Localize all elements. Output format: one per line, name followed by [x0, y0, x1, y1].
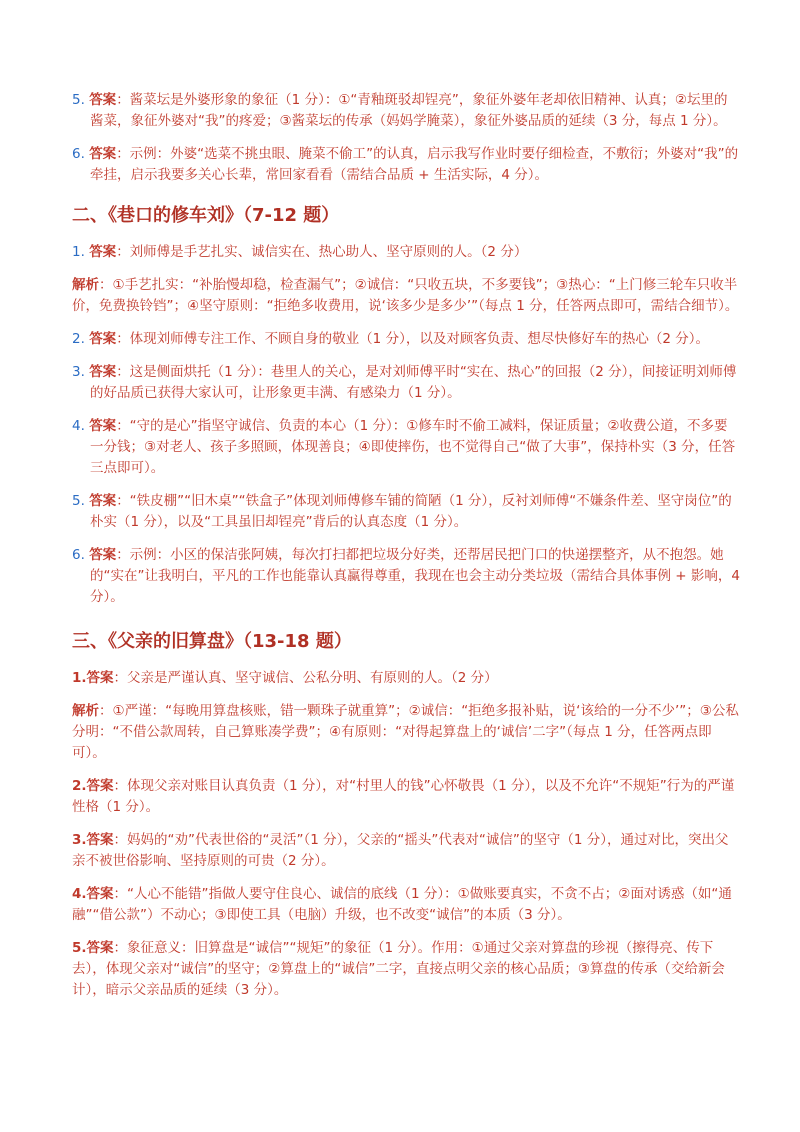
item-number: 1.	[72, 244, 85, 260]
answer-label: 答案	[89, 244, 117, 260]
analysis-item	[72, 701, 740, 764]
answer-text: ：象征意义：旧算盘是“诚信”“规矩”的象征（1 分）。作用：①通过父亲对算盘的珍视（擦得亮、传下去），体现父亲对“诚信”的坚守；②算盘上的“诚信”二字，直接点明父亲的核心品质；③算盘的传承（交给新会计），暗示父亲品质的延续（3 分）。	[72, 940, 725, 998]
answer-text: ：父亲是严谨认真、坚守诚信、公私分明、有原则的人。（2 分）	[113, 670, 498, 686]
item-number: 6.	[72, 146, 85, 162]
answer-text: ：体现父亲对账目认真负责（1 分），对“村里人的钱”心怀敬畏（1 分），以及不允许“不规矩”行为的严谨性格（1 分）。	[72, 778, 735, 815]
section1-tail	[72, 90, 740, 186]
answer-label: 答案	[86, 670, 114, 686]
answer-item	[72, 90, 740, 132]
analysis-label: 解析	[72, 703, 99, 719]
answer-item	[72, 938, 740, 1001]
answer-text: ：体现刘师傅专注工作、不顾自身的敬业（1 分），以及对顾客负责、想尽快修好车的热心（2 分）。	[116, 331, 709, 347]
item-number: 4.	[72, 886, 87, 902]
answer-label: 答案	[89, 493, 117, 509]
answer-label: 答案	[86, 940, 114, 956]
item-number: 6.	[72, 547, 85, 563]
answer-label: 答案	[89, 418, 117, 434]
item-number: 3.	[72, 364, 85, 380]
answer-label: 答案	[89, 364, 117, 380]
item-number: 5.	[72, 493, 85, 509]
answer-text: ：“铁皮棚”“旧木桌”“铁盒子”体现刘师傅修车铺的简陋（1 分），反衬刘师傅“不嫌条件差、坚守岗位”的朴实（1 分），以及“工具虽旧却锃亮”背后的认真态度（1 分）。	[90, 493, 732, 530]
answer-text: ：刘师傅是手艺扎实、诚信实在、热心助人、坚守原则的人。（2 分）	[116, 244, 528, 260]
answer-text: ：示例：外婆“选菜不挑虫眼、腌菜不偷工”的认真，启示我写作业时要仔细检查，不敷衍；外婆对“我”的牵挂，启示我要多关心长辈，常回家看看（需结合品质 + 生活实际，4 分）。	[90, 146, 739, 183]
item-number: 2.	[72, 331, 85, 347]
section3	[72, 630, 740, 1001]
analysis-label: 解析	[72, 277, 99, 293]
answer-label: 答案	[86, 778, 114, 794]
analysis-text: ：①严谨：“每晚用算盘核账，错一颗珠子就重算”；②诚信：“拒绝多报补贴，说‘该给的一分不少’”；③公私分明：“不借公款周转，自己算账凑学费”；④有原则：“对得起算盘上的‘诚信’二字”（每点 1 分，任答两点即可）。	[72, 703, 739, 761]
item-number: 2.	[72, 778, 87, 794]
answer-item	[72, 491, 740, 533]
answer-label: 答案	[86, 832, 114, 848]
item-number: 3.	[72, 832, 87, 848]
section-title: 二、《巷口的修车刘》（7-12 题）	[72, 205, 340, 226]
answer-item	[72, 144, 740, 186]
answer-item	[72, 668, 740, 689]
answer-item	[72, 329, 740, 350]
answer-text: ：酱菜坛是外婆形象的象征（1 分）：①“青釉斑驳却锃亮”，象征外婆年老却依旧精神、认真；②坛里的酱菜，象征外婆对“我”的疼爱；③酱菜坛的传承（妈妈学腌菜），象征外婆品质的延续（3 分，每点 1 分）。	[90, 92, 728, 129]
analysis-item	[72, 275, 740, 317]
answer-item	[72, 416, 740, 479]
answer-text: ：示例：小区的保洁张阿姨，每次打扫都把垃圾分好类，还帮居民把门口的快递摆整齐，从不抱怨。她的“实在”让我明白，平凡的工作也能靠认真赢得尊重，我现在也会主动分类垃圾（需结合具体事例 + 影响，4 分）。	[90, 547, 740, 605]
item-number: 4.	[72, 418, 85, 434]
answer-item	[72, 884, 740, 926]
answer-item	[72, 545, 740, 608]
answer-item	[72, 242, 740, 263]
item-number: 5.	[72, 92, 85, 108]
answer-item	[72, 830, 740, 872]
answer-label: 答案	[89, 92, 117, 108]
item-number: 5.	[72, 940, 87, 956]
answer-item	[72, 776, 740, 818]
answer-item	[72, 362, 740, 404]
answer-label: 答案	[89, 331, 117, 347]
answer-label: 答案	[89, 547, 117, 563]
item-number: 1.	[72, 670, 87, 686]
answer-text: ：“守的是心”指坚守诚信、负责的本心（1 分）：①修车时不偷工减料，保证质量；②收费公道，不多要一分钱；③对老人、孩子多照顾，体现善良；④即使摔伤，也不觉得自己“做了大事”，保持朴实（3 分，任答三点即可）。	[90, 418, 736, 476]
answer-text: ：妈妈的“劝”代表世俗的“灵活”（1 分），父亲的“摇头”代表对“诚信”的坚守（1 分），通过对比，突出父亲不被世俗影响、坚持原则的可贵（2 分）。	[72, 832, 729, 869]
section2	[72, 204, 740, 608]
answer-label: 答案	[86, 886, 114, 902]
answer-label: 答案	[89, 146, 117, 162]
analysis-text: ：①手艺扎实：“补胎慢却稳，检查漏气”；②诚信：“只收五块，不多要钱”；③热心：“上门修三轮车只收半价，免费换铃铛”；④坚守原则：“拒绝多收费用，说‘该多少是多少’”（每点 1 分，任答两点即可，需结合细节）。	[72, 277, 739, 314]
answer-text: ：这是侧面烘托（1 分）：巷里人的关心，是对刘师傅平时“实在、热心”的回报（2 分），间接证明刘师傅的好品质已获得大家认可，让形象更丰满、有感染力（1 分）。	[90, 364, 737, 401]
section-title: 三、《父亲的旧算盘》（13-18 题）	[72, 631, 352, 652]
answer-text: ：“人心不能错”指做人要守住良心、诚信的底线（1 分）：①做账要真实，不贪不占；②面对诱惑（如“通融”“借公款”）不动心；③即使工具（电脑）升级，也不改变“诚信”的本质（3 分）。	[72, 886, 732, 923]
